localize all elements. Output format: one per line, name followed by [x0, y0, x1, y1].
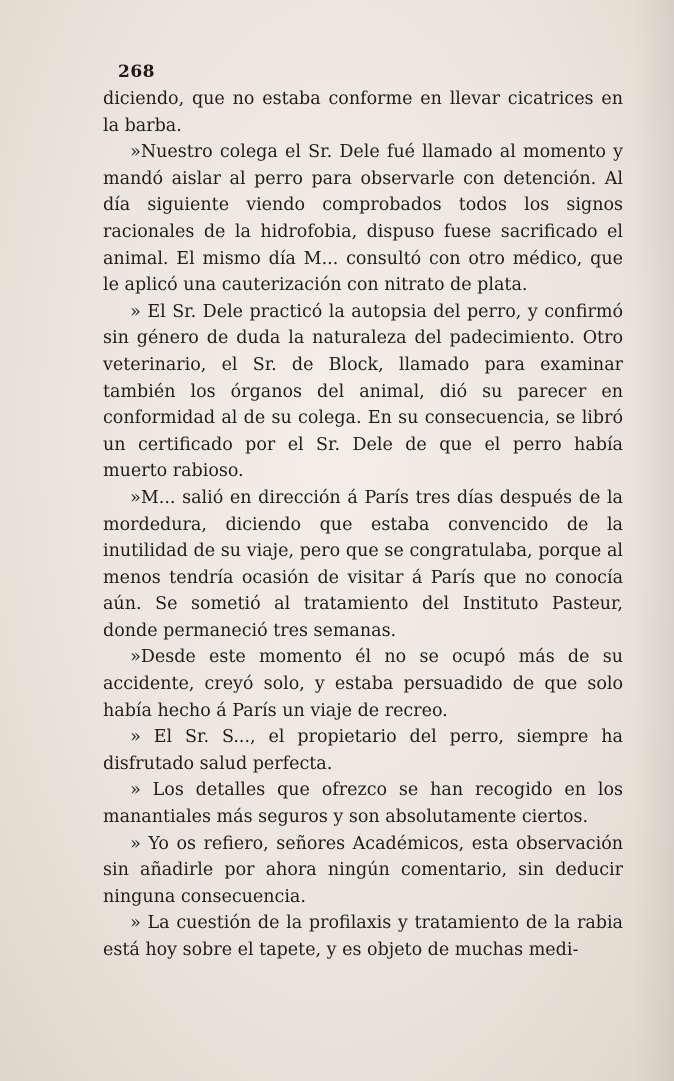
- paragraph-observation: » Yo os refiero, señores Académicos, esta observación sin añadirle por ahora ningún comentario, sin deducir ninguna consecuencia.: [103, 833, 623, 907]
- paragraph-continuation: diciendo, que no estaba conforme en llevar cicatrices en la barba.: [103, 89, 623, 136]
- paragraph-reliable-sources: » Los detalles que ofrezco se han recogido en los manantiales más seguros y son absolutamente ciertos.: [103, 780, 623, 828]
- paragraph-prophylaxis: » La cuestión de la profilaxis y tratamiento de la rabia está hoy sobre el tapete, y es objeto de muchas medi-: [103, 913, 623, 960]
- paragraph-autopsy: » El Sr. Dele practicó la autopsia del perro, y confirmó sin género de duda la naturaleza del padecimiento. Otro veterinario, el Sr. de Block, llamado para examinar también los órganos del animal, dió su parecer en conformidad al de su colega. En su consecuencia, se libró un certificado por el Sr. Dele de que el perro había muerto rabioso.: [103, 301, 623, 482]
- page-number: 268: [118, 62, 155, 82]
- paragraph-paris-trip: »M... salió en dirección á París tres días después de la mordedura, diciendo que estaba convencido de la inutilidad de su viaje, pero que se congratulaba, porque al menos tendría ocasión de visitar á París que no conocía aún. Se sometió al tratamiento del Instituto Pasteur, donde permaneció tres semanas.: [103, 487, 623, 641]
- page-edge-shadow: [634, 0, 674, 1081]
- body-text: [103, 86, 623, 964]
- paragraph-dele-isolation: »Nuestro colega el Sr. Dele fué llamado al momento y mandó aislar al perro para observarle con detención. Al día siguiente viendo comprobados todos los signos racionales de la hidrofobia, dispuso fuese sacrificado el animal. El mismo día M... consultó con otro médico, que le aplicó una cauterización con nitrato de plata.: [103, 142, 623, 296]
- paragraph-no-concern: »Desde este momento él no se ocupó más de su accidente, creyó solo, y estaba persuadido de que solo había hecho á París un viaje de recreo.: [103, 647, 623, 721]
- paragraph-owner-health: » El Sr. S..., el propietario del perro, siempre ha disfrutado salud perfecta.: [103, 727, 623, 774]
